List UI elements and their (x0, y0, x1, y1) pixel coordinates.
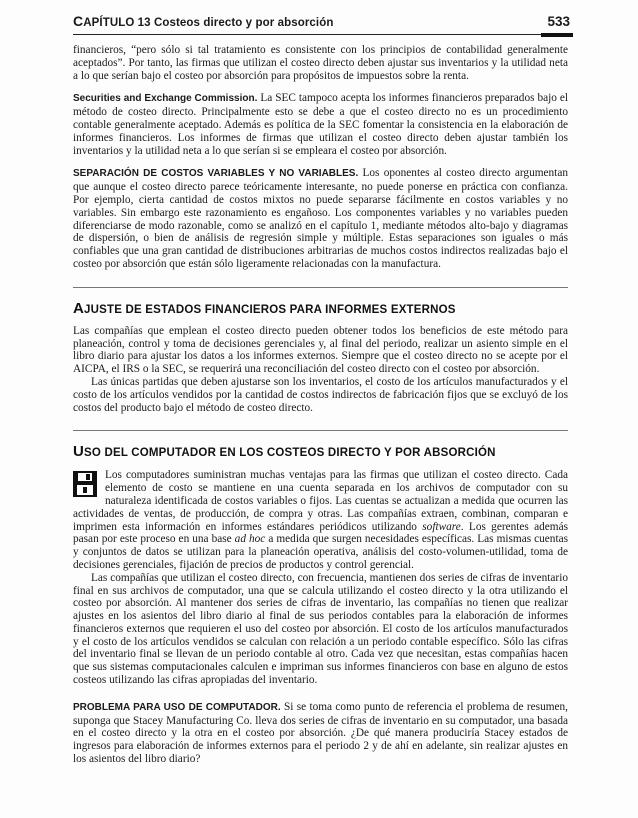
ajuste-paragraph-2: Las únicas partidas que deben ajustarse son los inventarios, el costo de los artículos manufacturados y el costo de los artículos vendidos por la cantidad de costos indirectos de fabricación fijos que se excluyó de los costos del producto bajo el método de costeo directo. (73, 375, 568, 414)
uso-paragraph-1: Los computadores suministran muchas ventajas para las firmas que utilizan el costeo directo. Cada elemento de costo se mantiene en una cuenta separada en los archivos de computador con su naturaleza identificada de costos variables o fijos. Las cuentas se actualizan a medida que ocurren las actividades de ventas, de producción, de compra y otras. Las compañías extraen, combinan, comparan e imprimen esta información en informes estándares periódicos utilizando software. Los gerentes además pasan por este proceso en una base ad hoc a medida que surgen necesidades específicas. Las mismas cuentas y conjuntos de datos se utilizan para la planeación operativa, análisis del costo-volumen-utilidad, toma de decisiones gerenciales, fijación de precios de productos y control gerencial. (73, 469, 569, 571)
intro-paragraph: financieros, “pero sólo si tal tratamiento es consistente con los principios de contabilidad generalmente aceptados”. Por tanto, las firmas que utilizan el costeo directo deben ajustar sus inventarios y la utilidad neta a lo que serían bajo el costeo por absorción para propósitos de impuestos sobre la renta. (73, 44, 568, 82)
section-heading-ajuste: AJUSTE DE ESTADOS FINANCIEROS PARA INFORMES EXTERNOS (73, 299, 456, 317)
chapter-title: CAPÍTULO 13 Costeos directo y por absorción (73, 13, 334, 29)
computer-disk-icon (73, 471, 97, 497)
page-number: 533 (547, 14, 570, 29)
problema-paragraph: PROBLEMA PARA USO DE COMPUTADOR. Si se toma como punto de referencia el problema de resumen, suponga que Stacey Manufacturing Co. lleva dos series de cifras de inventario en su computador, una basada en el costeo directo y la otra en el costeo por absorción. ¿De qué manera produciría Stacey estados de ingresos para elaboración de informes externos para el periodo 2 y de ahí en adelante, sin realizar ajustes en los asientos del libro diario? (73, 700, 568, 766)
section-divider (73, 430, 568, 431)
sec-run-in-heading: Securities and Exchange Commission. (73, 93, 258, 105)
separacion-run-in-heading: SEPARACIÓN DE COSTOS VARIABLES Y NO VARIABLES. (73, 168, 359, 180)
section-heading-uso: USO DEL COMPUTADOR EN LOS COSTEOS DIRECTO Y POR ABSORCIÓN (73, 443, 496, 461)
ajuste-paragraph-1: Las compañías que emplean el costeo directo pueden obtener todos los beneficios de este método para planeación, control y toma de decisiones gerenciales y, al final del periodo, realizar un asiento simple en el libro diario para ajustar los datos a los informes externos. Siempre que el costeo directo no se acepte por el AICPA, el IRS o la SEC, se requerirá una reconciliación del costeo directo con el costeo por absorción. (73, 324, 568, 376)
document-page (73, 13, 568, 766)
sec-paragraph: Securities and Exchange Commission. La SEC tampoco acepta los informes financieros preparados bajo el método de costeo directo. Principalmente esto se debe a que el costeo directo no es un procedimiento contable generalmente aceptado. Además es política de la SEC fomentar la consistencia en la elaboración de informes financieros. Los informes de firmas que utilizan el costeo directo deben ajustar también los inventarios y la utilidad neta a lo que serían si se empleara el costeo por absorción. (73, 92, 569, 157)
uso-paragraph-2: Las compañías que utilizan el costeo directo, con frecuencia, mantienen dos series de cifras de inventario final en sus archivos de computador, una que se calcula utilizando el costeo directo y la otra utilizando el costeo por absorción. Al mantener dos series de cifras de inventario, las compañías no tienen que realizar ajustes en los asientos del libro diario al final de sus periodos contables para la elaboración de informes financieros externos que requieren el uso del costeo por absorción. El costo de los artículos manufacturados y el costo de los artículos vendidos se calculan con relación a un periodo contable específico. Sólo las cifras del inventario final se llevan de un periodo contable al otro. Cada vez que necesitan, estas compañías hacen que sus sistemas computacionales calculen e impriman sus informes financieros con base en alguno de estos costeos utilizando las cifras apropiadas del inventario. (73, 571, 568, 687)
running-header (73, 13, 568, 29)
section-divider (73, 287, 568, 288)
header-rule (73, 32, 568, 42)
problema-run-in-heading: PROBLEMA PARA USO DE COMPUTADOR. (73, 701, 281, 713)
separacion-paragraph: SEPARACIÓN DE COSTOS VARIABLES Y NO VARIABLES. Los oponentes al costeo directo argumentan que aunque el costeo directo parece teóricamente interesante, no puede ponerse en práctica con confianza. Por ejemplo, cierta cantidad de costos mixtos no puede separarse fácilmente en costos variables y no variables. Sin embargo este razonamiento es engañoso. Los componentes variables y no variables pueden diferenciarse de modo razonable, como se analizó en el capítulo 1, mediante métodos alto-bajo y diagramas de dispersión, o bien de análisis de regresión simple y múltiple. Estas separaciones son iguales o más confiables que una gran cantidad de distribuciones arbitrarias de muchos costos indirectos realizadas bajo el costeo por absorción que están sólo ligeramente relacionadas con la manufactura. (73, 167, 568, 270)
